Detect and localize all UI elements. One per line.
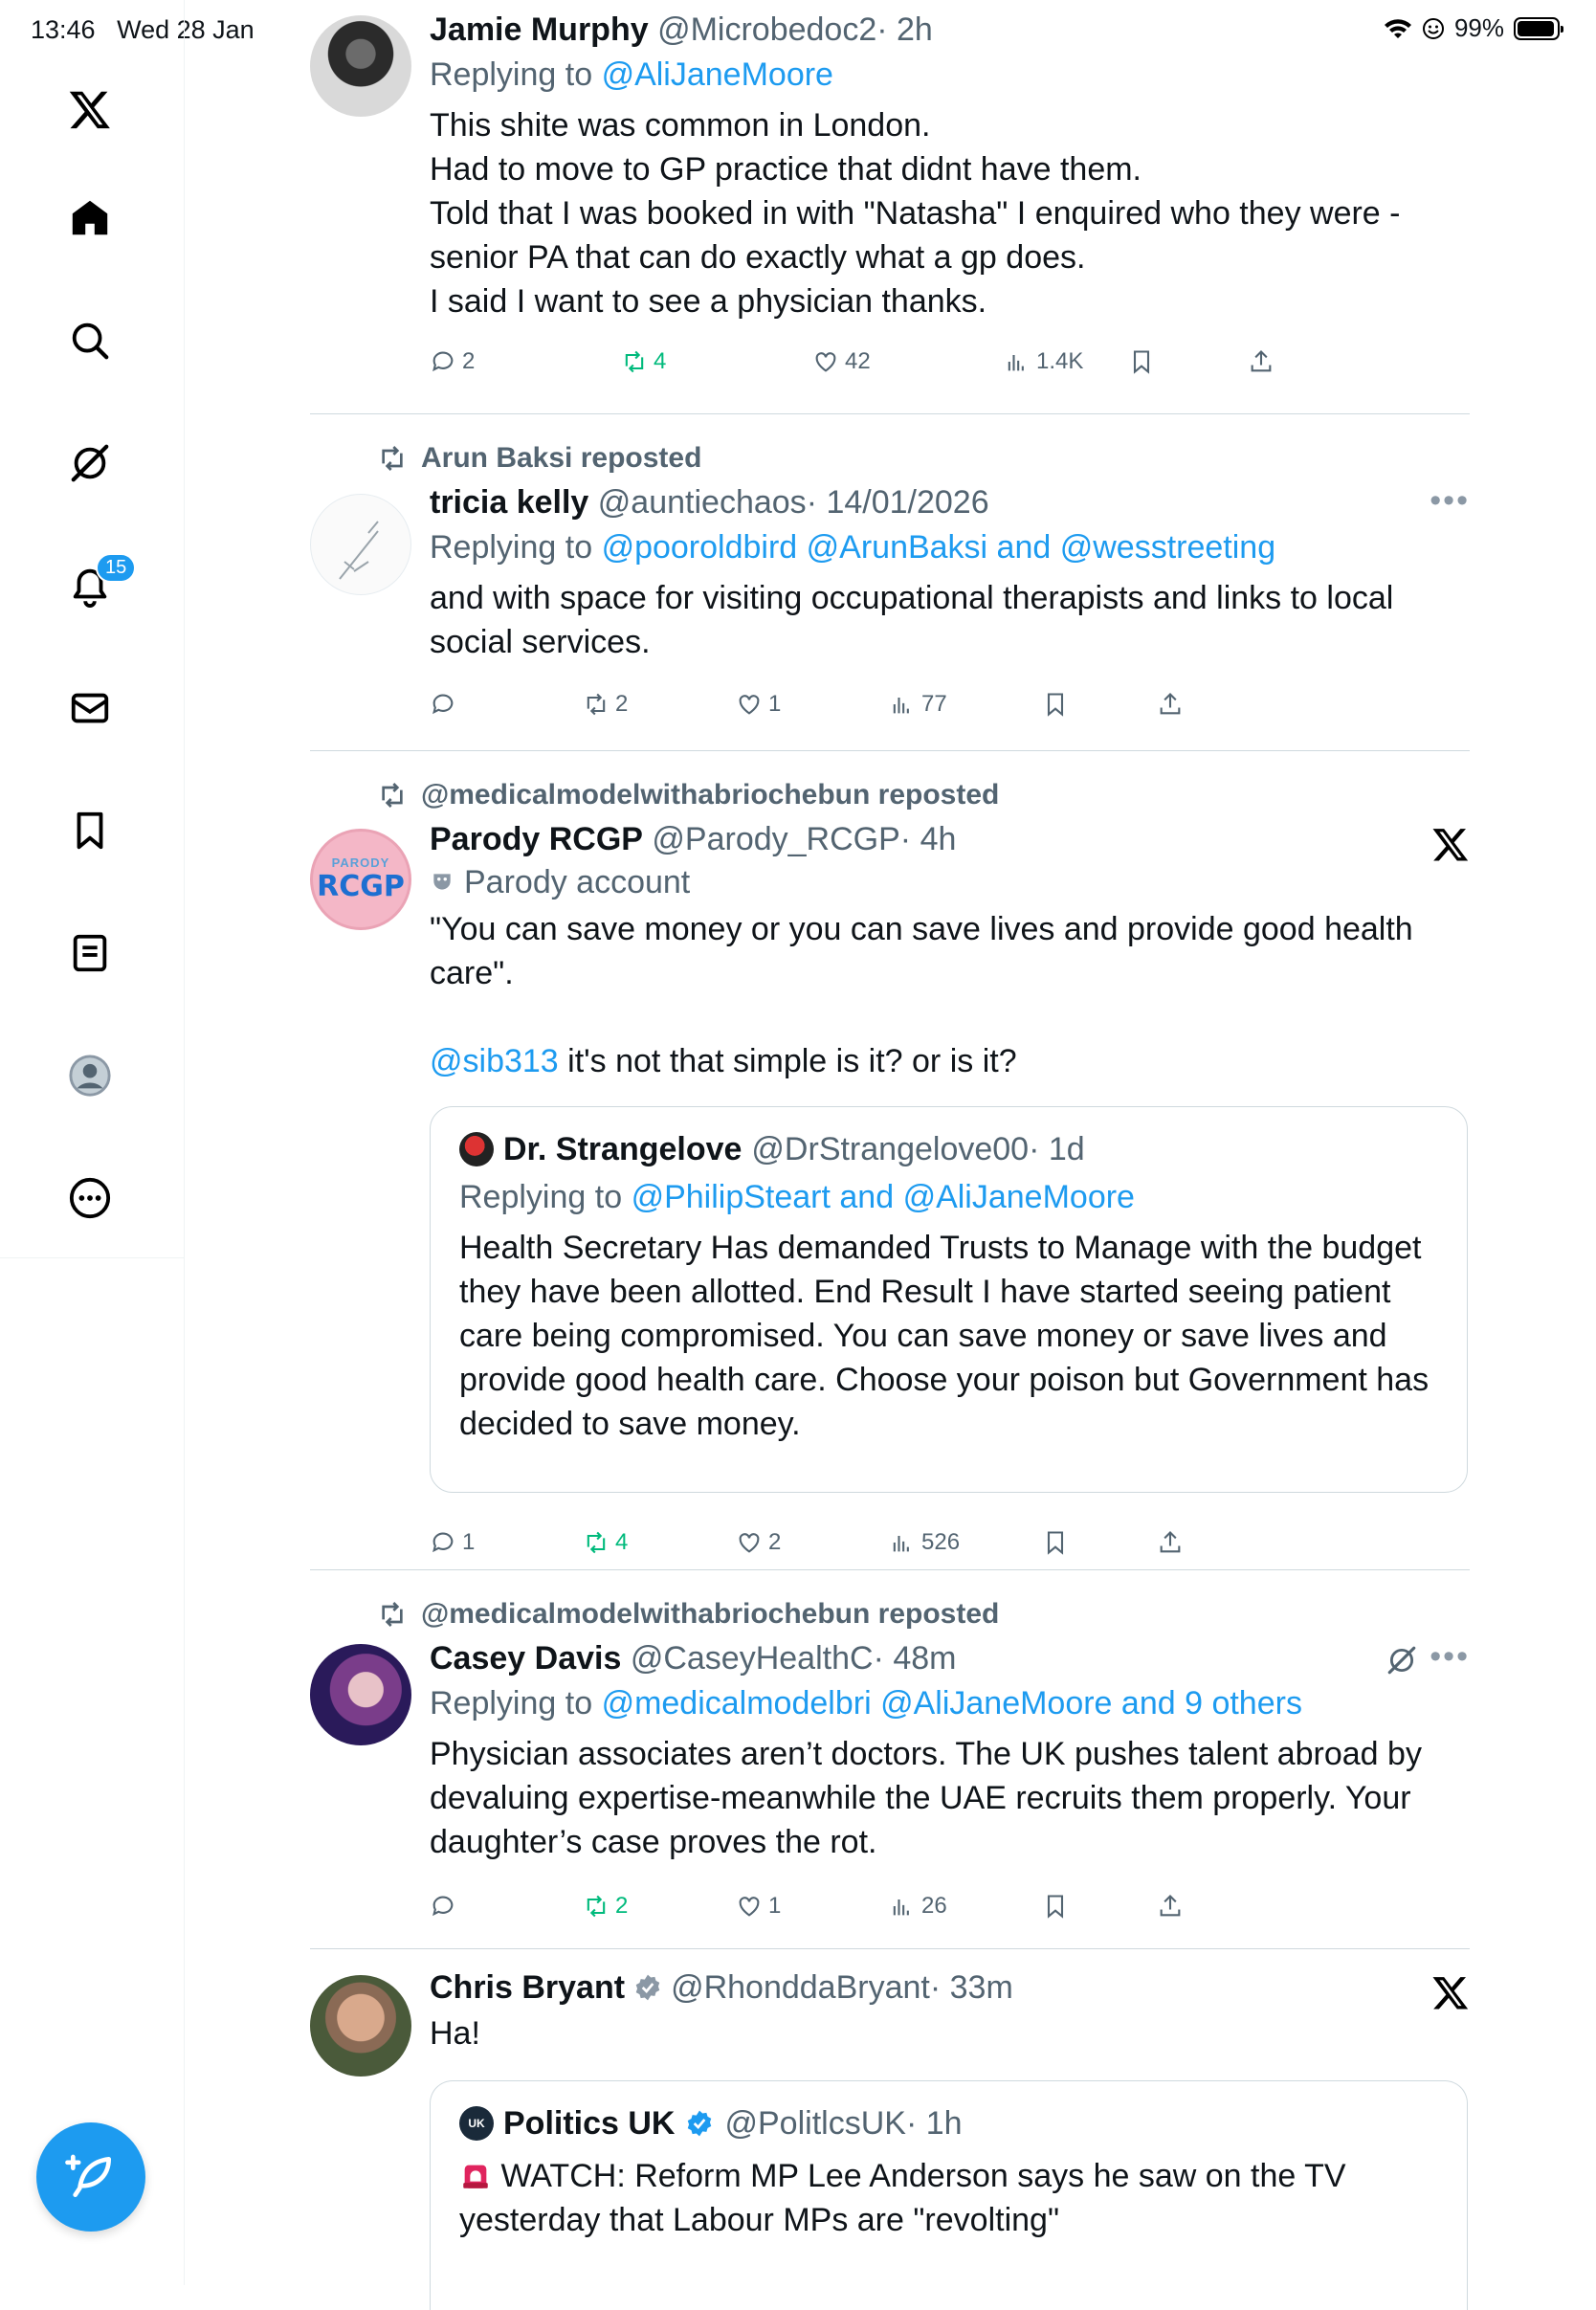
avatar[interactable] bbox=[310, 1644, 411, 1745]
reply-icon bbox=[430, 1893, 456, 1920]
reply-icon bbox=[430, 348, 456, 375]
replying-to-label: Replying to bbox=[430, 529, 593, 566]
quoted-author-handle: @DrStrangelove00 bbox=[751, 1131, 1030, 1167]
parody-mask-icon bbox=[430, 870, 454, 895]
author-handle[interactable]: @RhonddaBryant bbox=[671, 1969, 930, 2006]
reply-mentions[interactable]: @medicalmodelbri @AliJaneMoore and 9 others bbox=[601, 1685, 1302, 1721]
share-icon bbox=[1157, 1893, 1184, 1920]
views-icon bbox=[889, 1529, 916, 1556]
repost-count: 2 bbox=[615, 691, 629, 717]
author-handle[interactable]: @Parody_RCGP bbox=[652, 821, 900, 857]
share-icon bbox=[1157, 691, 1184, 718]
share-button[interactable] bbox=[1248, 348, 1275, 375]
heart-icon bbox=[736, 1529, 763, 1556]
reply-count: 2 bbox=[462, 348, 476, 374]
repost-button[interactable] bbox=[583, 1893, 628, 1920]
bookmark-button[interactable] bbox=[1042, 691, 1069, 718]
like-count: 1 bbox=[768, 691, 782, 717]
tweet-time: · 4h bbox=[899, 821, 957, 857]
like-count: 2 bbox=[768, 1529, 782, 1555]
share-button[interactable] bbox=[1157, 691, 1184, 718]
views-button[interactable] bbox=[1004, 348, 1083, 375]
repost-icon bbox=[583, 1893, 610, 1920]
siren-icon bbox=[459, 2160, 492, 2192]
heart-icon bbox=[736, 1893, 763, 1920]
like-button[interactable] bbox=[736, 1893, 781, 1920]
status-time: 13:46 Wed 28 Jan bbox=[31, 15, 255, 44]
quoted-tweet[interactable] bbox=[430, 2080, 1468, 2310]
tweet-divider bbox=[310, 1569, 1470, 1570]
views-button[interactable] bbox=[889, 1529, 960, 1556]
tweet-time: · 14/01/2026 bbox=[806, 484, 989, 521]
author-handle[interactable]: @auntiechaos bbox=[597, 484, 807, 521]
author-name[interactable]: Parody RCGP bbox=[430, 821, 643, 857]
avatar[interactable] bbox=[310, 1975, 411, 2077]
tweet-text: and with space for visiting occupational therapists and links to local social services. bbox=[430, 580, 1394, 660]
bookmark-icon bbox=[1128, 348, 1155, 375]
repost-icon bbox=[377, 780, 408, 811]
quoted-time: · 1d bbox=[1029, 1131, 1085, 1167]
tweet-text: Physician associates aren’t doctors. The UK pushes talent abroad by devaluing expertise-meanwhile the UAE recruits them properly. Your daughter’s case proves the rot. bbox=[430, 1736, 1422, 1860]
heart-icon bbox=[736, 691, 763, 718]
x-logo-icon[interactable] bbox=[59, 78, 121, 140]
reply-mentions[interactable]: @pooroldbird @ArunBaksi and @wesstreeting bbox=[601, 529, 1276, 566]
tweet-time: · 2h bbox=[876, 11, 933, 48]
verified-badge-icon bbox=[684, 2108, 715, 2139]
repost-count: 4 bbox=[654, 348, 667, 374]
repost-count: 2 bbox=[615, 1893, 629, 1919]
x-logo-icon bbox=[1431, 825, 1470, 863]
like-count: 1 bbox=[768, 1893, 782, 1919]
repost-icon bbox=[583, 1529, 610, 1556]
share-icon bbox=[1157, 1529, 1184, 1556]
quoted-avatar bbox=[459, 1132, 494, 1166]
grok-icon[interactable] bbox=[59, 433, 121, 494]
repost-button[interactable] bbox=[583, 691, 628, 718]
bookmark-icon bbox=[1042, 1529, 1069, 1556]
timeline-feed[interactable] bbox=[310, 0, 1470, 2285]
x-logo-icon bbox=[1431, 1973, 1470, 2011]
replying-to-label: Replying to bbox=[459, 1179, 623, 1215]
repost-button[interactable] bbox=[583, 1529, 628, 1556]
repost-button[interactable] bbox=[621, 348, 666, 375]
quoted-tweet[interactable] bbox=[430, 1106, 1468, 1493]
tweet-text-tail: it's not that simple is it? or is it? bbox=[558, 1043, 1017, 1079]
reply-button[interactable] bbox=[430, 1893, 462, 1920]
tweet-divider bbox=[310, 1948, 1470, 1949]
grok-icon[interactable] bbox=[1385, 1644, 1418, 1681]
repost-count: 4 bbox=[615, 1529, 629, 1555]
bookmark-button[interactable] bbox=[1128, 348, 1155, 375]
quoted-time: · 1h bbox=[905, 2105, 963, 2142]
sidebar-divider bbox=[0, 1257, 184, 1258]
tweet-divider bbox=[310, 413, 1470, 414]
tweet-time: · 33m bbox=[929, 1969, 1013, 2006]
views-button[interactable] bbox=[889, 1893, 947, 1920]
quoted-author-name: Dr. Strangelove bbox=[503, 1131, 743, 1167]
profile-avatar-icon[interactable] bbox=[59, 1045, 121, 1106]
battery-icon bbox=[1514, 17, 1560, 40]
views-count: 77 bbox=[921, 691, 947, 717]
repost-context: @medicalmodelwithabriochebun reposted bbox=[377, 1598, 999, 1631]
reply-count: 1 bbox=[462, 1529, 476, 1555]
more-options-icon[interactable]: ••• bbox=[1430, 482, 1470, 519]
reply-mentions[interactable]: @PhilipSteart and @AliJaneMoore bbox=[631, 1179, 1135, 1215]
search-icon[interactable] bbox=[59, 310, 121, 371]
views-icon bbox=[889, 1893, 916, 1920]
author-name[interactable]: Casey Davis bbox=[430, 1640, 622, 1677]
reply-button[interactable] bbox=[430, 348, 475, 375]
views-count: 26 bbox=[921, 1893, 947, 1919]
author-handle[interactable]: @Microbedoc2 bbox=[657, 11, 877, 48]
compose-feather-icon bbox=[64, 2150, 118, 2204]
avatar-parody-text: PARODY bbox=[331, 855, 390, 870]
views-count: 1.4K bbox=[1036, 348, 1084, 374]
repost-icon bbox=[377, 443, 408, 474]
share-icon bbox=[1248, 348, 1275, 375]
repost-icon bbox=[377, 1599, 408, 1630]
author-name[interactable]: tricia kelly bbox=[430, 484, 589, 521]
replying-to-label: Replying to bbox=[430, 1685, 593, 1721]
quoted-text: WATCH: Reform MP Lee Anderson says he saw on the TV yesterday that Labour MPs are "revolting" bbox=[459, 2158, 1346, 2238]
notifications-icon[interactable] bbox=[59, 555, 127, 616]
repost-context: @medicalmodelwithabriochebun reposted bbox=[377, 779, 999, 811]
repost-context: Arun Baksi reposted bbox=[377, 442, 701, 475]
tweet-text: This shite was common in London. Had to move to GP practice that didnt have them. Told that I was booked in with "Natasha" I enquired who they were - senior PA that can do exactly what a gp does. I said I want to see a physician thanks. bbox=[430, 107, 1401, 320]
quoted-text: Health Secretary Has demanded Trusts to Manage with the budget they have been allotted. End Result I have started seeing patient care being compromised. You can save money or save lives and provide good health care. Choose your poison but Government has decided to save money. bbox=[459, 1230, 1430, 1442]
body-mention[interactable]: @sib313 bbox=[430, 1043, 559, 1079]
bookmark-icon bbox=[1042, 691, 1069, 718]
bookmark-button[interactable] bbox=[1042, 1893, 1069, 1920]
sidebar bbox=[0, 0, 185, 2285]
tweet-text: Ha! bbox=[430, 2015, 480, 2052]
avatar[interactable] bbox=[310, 829, 411, 930]
messages-icon[interactable] bbox=[59, 677, 121, 739]
compose-button[interactable] bbox=[36, 2122, 145, 2232]
like-button[interactable] bbox=[736, 691, 781, 718]
reply-icon bbox=[430, 691, 456, 718]
more-options-icon[interactable]: ••• bbox=[1430, 1638, 1470, 1675]
repost-icon bbox=[583, 691, 610, 718]
parody-label: Parody account bbox=[464, 864, 691, 900]
author-name[interactable]: Chris Bryant bbox=[430, 1969, 626, 2006]
lists-icon[interactable] bbox=[59, 922, 121, 984]
bookmark-icon bbox=[1042, 1893, 1069, 1920]
avatar[interactable] bbox=[310, 15, 411, 117]
views-count: 526 bbox=[921, 1529, 961, 1555]
heart-icon bbox=[812, 348, 839, 375]
notifications-badge: 15 bbox=[96, 553, 136, 583]
avatar-rcgp-text: RCGP bbox=[317, 870, 405, 903]
like-button[interactable] bbox=[812, 348, 871, 375]
repost-icon bbox=[621, 348, 648, 375]
tweet-divider bbox=[310, 750, 1470, 751]
author-name[interactable]: Jamie Murphy bbox=[430, 11, 649, 48]
tweet-time: · 48m bbox=[873, 1640, 957, 1677]
bookmark-button[interactable] bbox=[1042, 1529, 1069, 1556]
quoted-author-handle: @PolitlcsUK bbox=[724, 2105, 906, 2142]
replying-to-label: Replying to bbox=[430, 56, 593, 93]
more-icon[interactable] bbox=[59, 1167, 121, 1229]
share-button[interactable] bbox=[1157, 1529, 1184, 1556]
home-icon[interactable] bbox=[59, 188, 121, 249]
views-button[interactable] bbox=[889, 691, 947, 718]
bookmarks-icon[interactable] bbox=[59, 800, 121, 861]
avatar[interactable] bbox=[310, 494, 411, 595]
reply-button[interactable] bbox=[430, 1529, 475, 1556]
battery-percent: 99% bbox=[1453, 13, 1504, 42]
views-icon bbox=[889, 691, 916, 718]
share-button[interactable] bbox=[1157, 1893, 1184, 1920]
reply-icon bbox=[430, 1529, 456, 1556]
views-icon bbox=[1004, 348, 1031, 375]
tweet-text: "You can save money or you can save lives and provide good health care". bbox=[430, 911, 1413, 991]
like-count: 42 bbox=[845, 348, 871, 374]
reply-button[interactable] bbox=[430, 691, 462, 718]
like-button[interactable] bbox=[736, 1529, 781, 1556]
author-handle[interactable]: @CaseyHealthC bbox=[630, 1640, 874, 1677]
sketch-image bbox=[311, 495, 410, 594]
reply-mentions[interactable]: @AliJaneMoore bbox=[601, 56, 833, 93]
quoted-author-name: Politics UK bbox=[503, 2105, 676, 2142]
verified-badge-icon bbox=[632, 1972, 663, 2003]
quoted-avatar: UK bbox=[459, 2106, 494, 2141]
